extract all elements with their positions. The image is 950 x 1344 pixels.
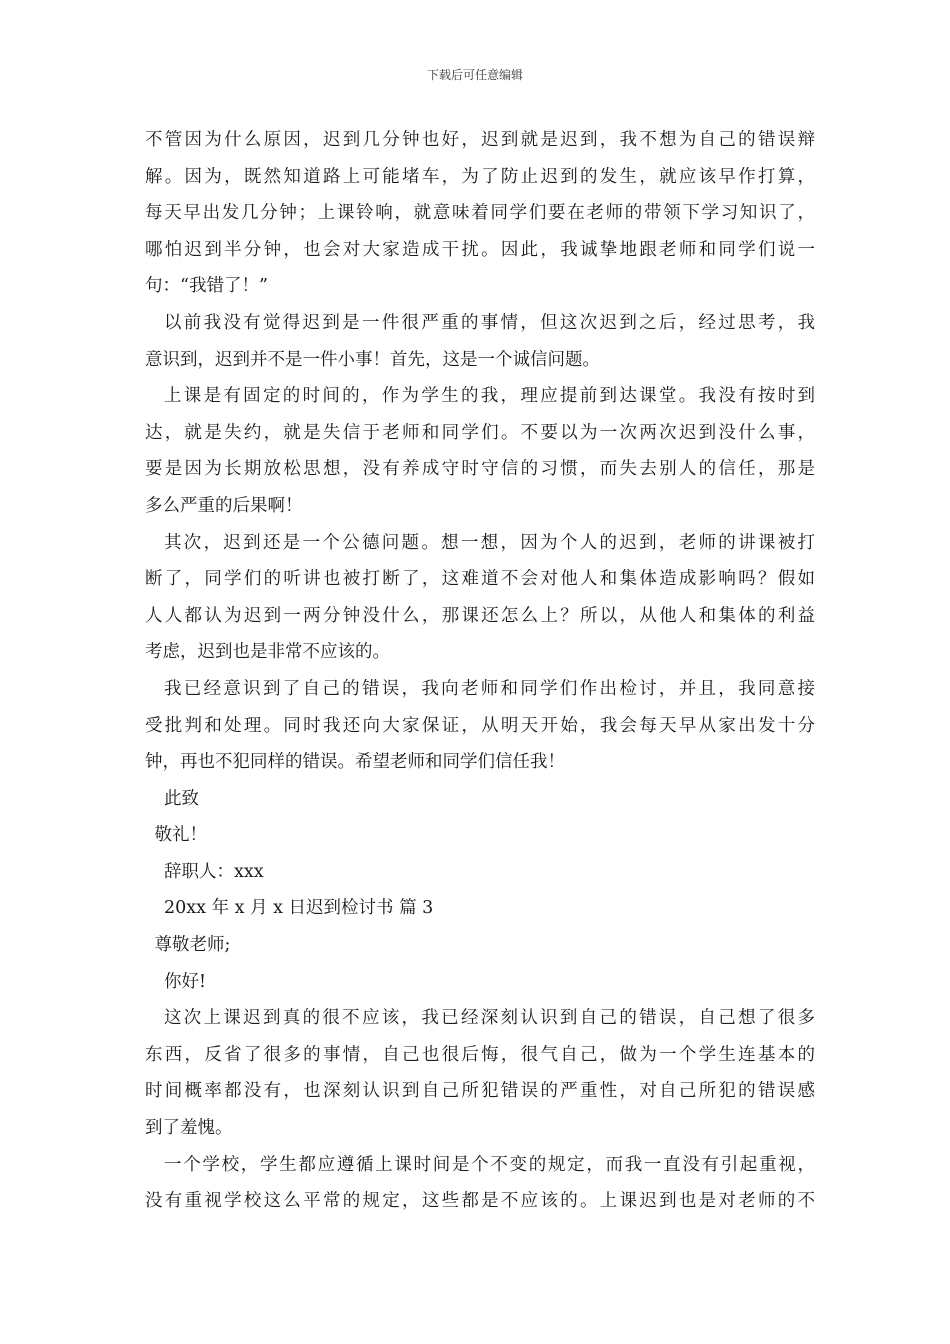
text-line: 你好! (164, 971, 207, 992)
text-line: 我已经意识到了自己的错误，我向老师和同学们作出检讨，并且，我同意接 (164, 678, 815, 699)
text-line: 每天早出发几分钟；上课铃响，就意味着同学们要在老师的带领下学习知识了， (145, 203, 815, 224)
text-line: 受批判和处理。同时我还向大家保证，从明天开始，我会每天早从家出发十分 (145, 715, 815, 736)
text-line: 一个学校，学生都应遵循上课时间是个不变的规定，而我一直没有引起重视， (164, 1154, 815, 1175)
text-line: 多么严重的后果啊！ (145, 495, 303, 516)
document-body (145, 122, 815, 1220)
text-line: 哪怕迟到半分钟，也会对大家造成干扰。因此，我诚挚地跟老师和同学们说一 (145, 239, 815, 260)
text-line: 意识到，迟到并不是一件小事！首先，这是一个诚信问题。 (145, 349, 600, 370)
text-line: 句：“我错了！” (145, 276, 268, 297)
text-line: 敬礼！ (154, 825, 207, 846)
text-line: 这次上课迟到真的很不应该，我已经深刻认识到自己的错误，自己想了很多 (164, 1008, 815, 1029)
text-line: 尊敬老师; (154, 935, 231, 956)
text-line: 没有重视学校这么平常的规定，这些都是不应该的。上课迟到也是对老师的不 (145, 1191, 815, 1212)
text-line: 解。因为，既然知道路上可能堵车，为了防止迟到的发生，就应该早作打算， (145, 166, 815, 187)
text-line: 20xx 年 x 月 x 日迟到检讨书 篇 3 (164, 898, 434, 919)
text-line: 辞职人：xxx (164, 861, 264, 882)
text-line: 上课是有固定的时间的，作为学生的我，理应提前到达课堂。我没有按时到 (164, 386, 815, 407)
text-line: 到了羞愧。 (145, 1118, 233, 1139)
page-header: 下载后可任意编辑 (426, 68, 523, 82)
text-line: 断了，同学们的听讲也被打断了，这难道不会对他人和集体造成影响吗？假如 (145, 569, 815, 590)
text-line: 达，就是失约，就是失信于老师和同学们。不要以为一次两次迟到没什么事， (145, 422, 815, 443)
text-line: 人人都认为迟到一两分钟没什么，那课还怎么上？所以，从他人和集体的利益 (145, 605, 815, 626)
text-line: 不管因为什么原因，迟到几分钟也好，迟到就是迟到，我不想为自己的错误辩 (145, 130, 815, 150)
text-line: 以前我没有觉得迟到是一件很严重的事情，但这次迟到之后，经过思考，我 (164, 312, 815, 333)
text-line: 考虑，迟到也是非常不应该的。 (145, 642, 390, 663)
text-line: 要是因为长期放松思想，没有养成守时守信的习惯，而失去别人的信任，那是 (145, 459, 815, 480)
text-line: 其次，迟到还是一个公德问题。想一想，因为个人的迟到，老师的讲课被打 (164, 532, 815, 553)
text-line: 此致 (164, 788, 199, 809)
text-line: 时间概率都没有，也深刻认识到自己所犯错误的严重性，对自己所犯的错误感 (145, 1081, 815, 1102)
text-line: 钟，再也不犯同样的错误。希望老师和同学们信任我！ (145, 752, 565, 773)
text-line: 东西，反省了很多的事情，自己也很后悔，很气自己，做为一个学生连基本的 (145, 1044, 815, 1065)
